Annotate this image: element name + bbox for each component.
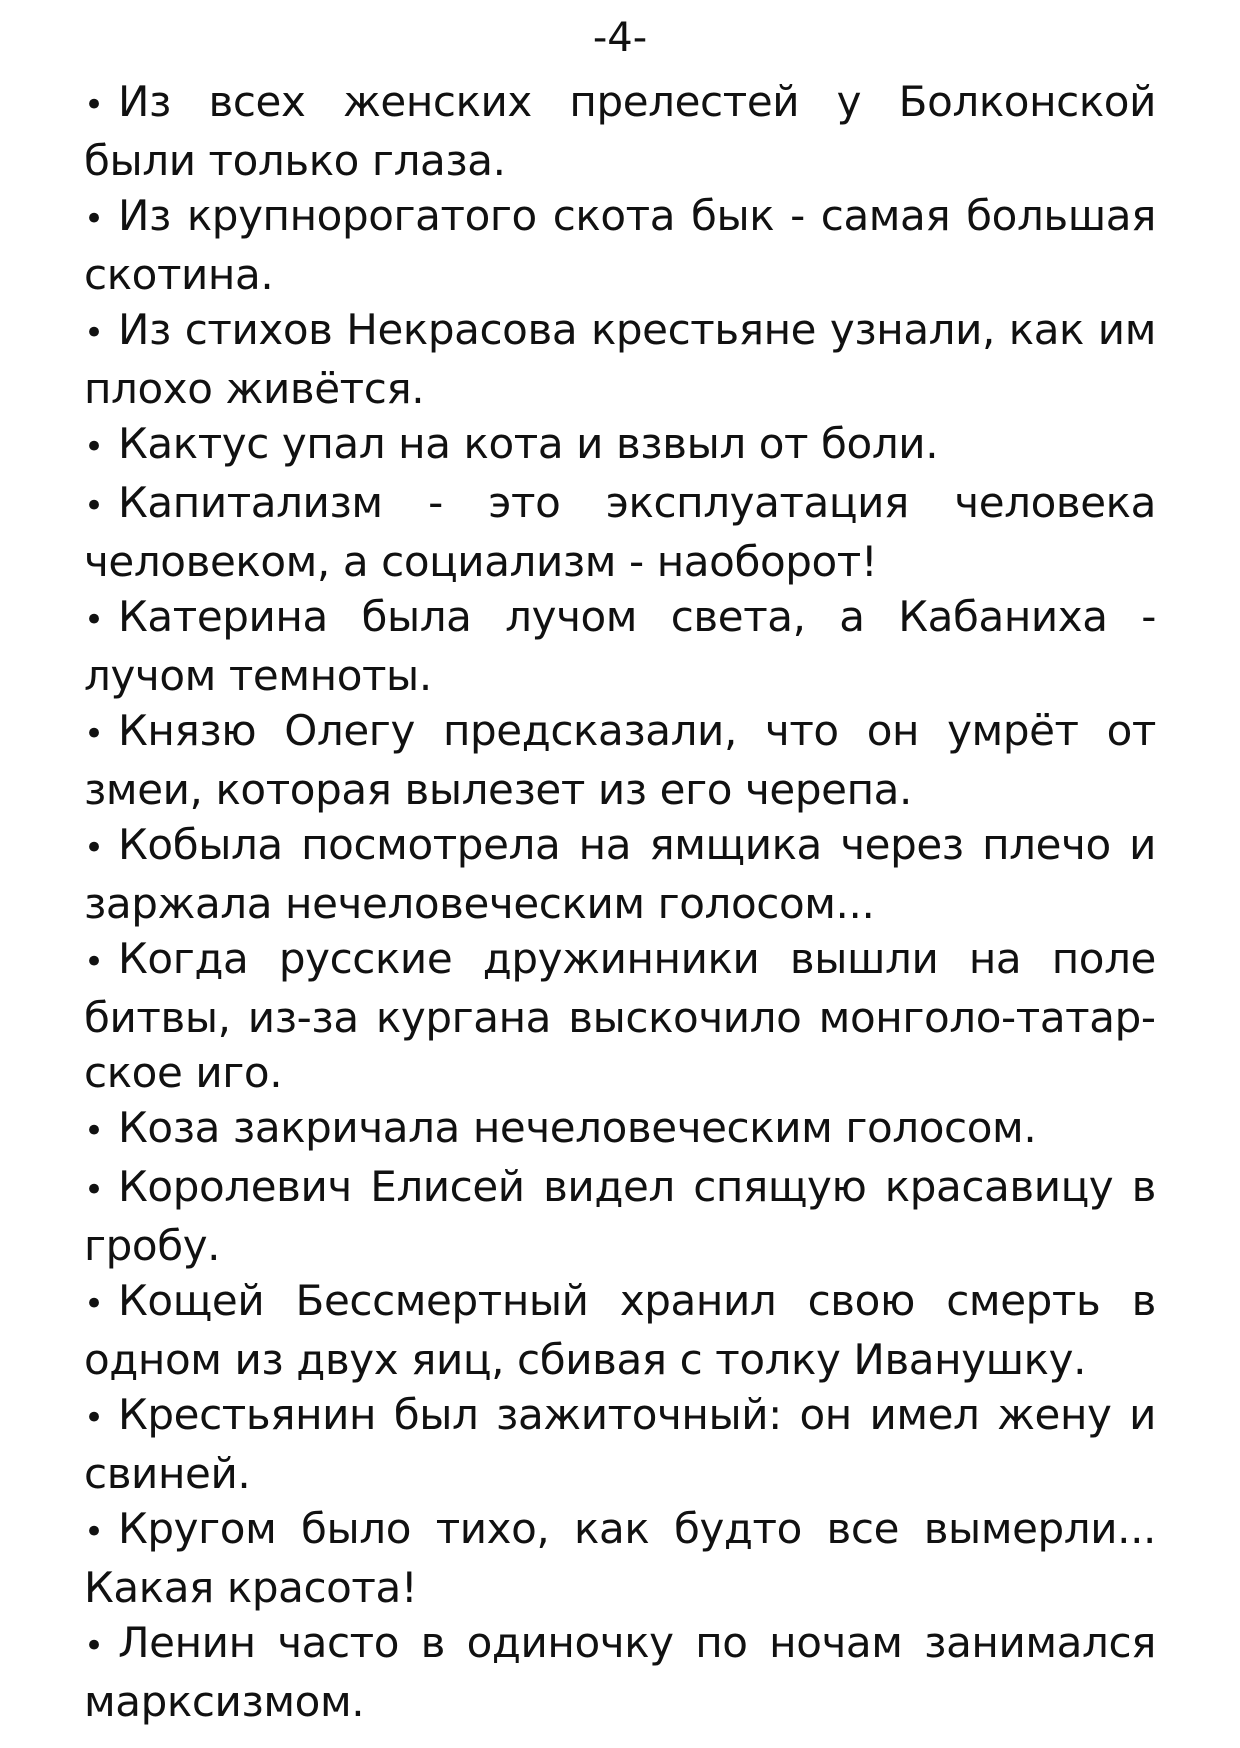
bullet-icon: • xyxy=(84,1626,104,1666)
entry-text: Кактус упал на кота и взвыл от боли. xyxy=(118,419,939,468)
bullet-icon: • xyxy=(84,427,104,467)
list-item xyxy=(84,703,1156,817)
list-item xyxy=(84,1615,1156,1729)
bullet-icon: • xyxy=(84,1111,104,1151)
bullet-icon: • xyxy=(84,1512,104,1552)
bullet-icon: • xyxy=(84,1284,104,1324)
entry-text: Из стихов Некрасова крестьяне узнали, как им плохо живётся. xyxy=(84,305,1156,413)
entry-text: Кругом было тихо, как будто все вымерли... Какая красота! xyxy=(84,1504,1156,1612)
bullet-icon: • xyxy=(84,85,104,125)
bullet-icon: • xyxy=(84,600,104,640)
list-item xyxy=(84,74,1156,188)
list-item xyxy=(84,416,1156,475)
page-number: -4- xyxy=(592,15,648,61)
entry-text: Ленин часто в одиночку по ночам занимался марксизмом. xyxy=(84,1618,1156,1726)
list-item xyxy=(84,589,1156,703)
entry-text: Катерина была лучом света, а Кабаниха - лучом темноты. xyxy=(84,592,1156,700)
list-item xyxy=(84,302,1156,416)
entry-list xyxy=(84,74,1156,1729)
bullet-icon: • xyxy=(84,313,104,353)
bullet-icon: • xyxy=(84,199,104,239)
bullet-icon: • xyxy=(84,828,104,868)
entry-text: Из крупнорогатого скота бык - самая большая скотина. xyxy=(84,191,1156,299)
entry-text: Королевич Елисей видел спящую красавицу в гробу. xyxy=(84,1162,1156,1270)
entry-text: Из всех женских прелестей у Болконской были только глаза. xyxy=(84,77,1156,185)
bullet-icon: • xyxy=(84,942,104,982)
bullet-icon: • xyxy=(84,486,104,526)
entry-text: Кощей Бессмертный хранил свою смерть в одном из двух яиц, сбивая с толку Иванушку. xyxy=(84,1276,1156,1384)
entry-text: Когда русские дружинники вышли на поле битвы, из-за кургана выскочило монголо-татарское иго. xyxy=(84,934,1156,1097)
entry-text: Коза закричала нечеловеческим голосом. xyxy=(118,1103,1037,1152)
bullet-icon: • xyxy=(84,1398,104,1438)
entry-text: Князю Олегу предсказали, что он умрёт от змеи, которая вылезет из его черепа. xyxy=(84,706,1156,814)
list-item xyxy=(84,1387,1156,1501)
list-item xyxy=(84,188,1156,302)
list-item xyxy=(84,475,1156,589)
list-item xyxy=(84,1273,1156,1387)
entry-text: Кобыла посмотрела на ямщика через плечо и заржала нечеловеческим голосом... xyxy=(84,820,1156,928)
list-item xyxy=(84,1501,1156,1615)
list-item xyxy=(84,1159,1156,1273)
list-item xyxy=(84,931,1156,1100)
bullet-icon: • xyxy=(84,1170,104,1210)
list-item xyxy=(84,817,1156,931)
entry-text: Капитализм - это эксплуатация человека человеком, а социализм - наоборот! xyxy=(84,478,1156,586)
bullet-icon: • xyxy=(84,714,104,754)
list-item xyxy=(84,1100,1156,1159)
entry-text: Крестьянин был зажиточный: он имел жену и свиней. xyxy=(84,1390,1156,1498)
